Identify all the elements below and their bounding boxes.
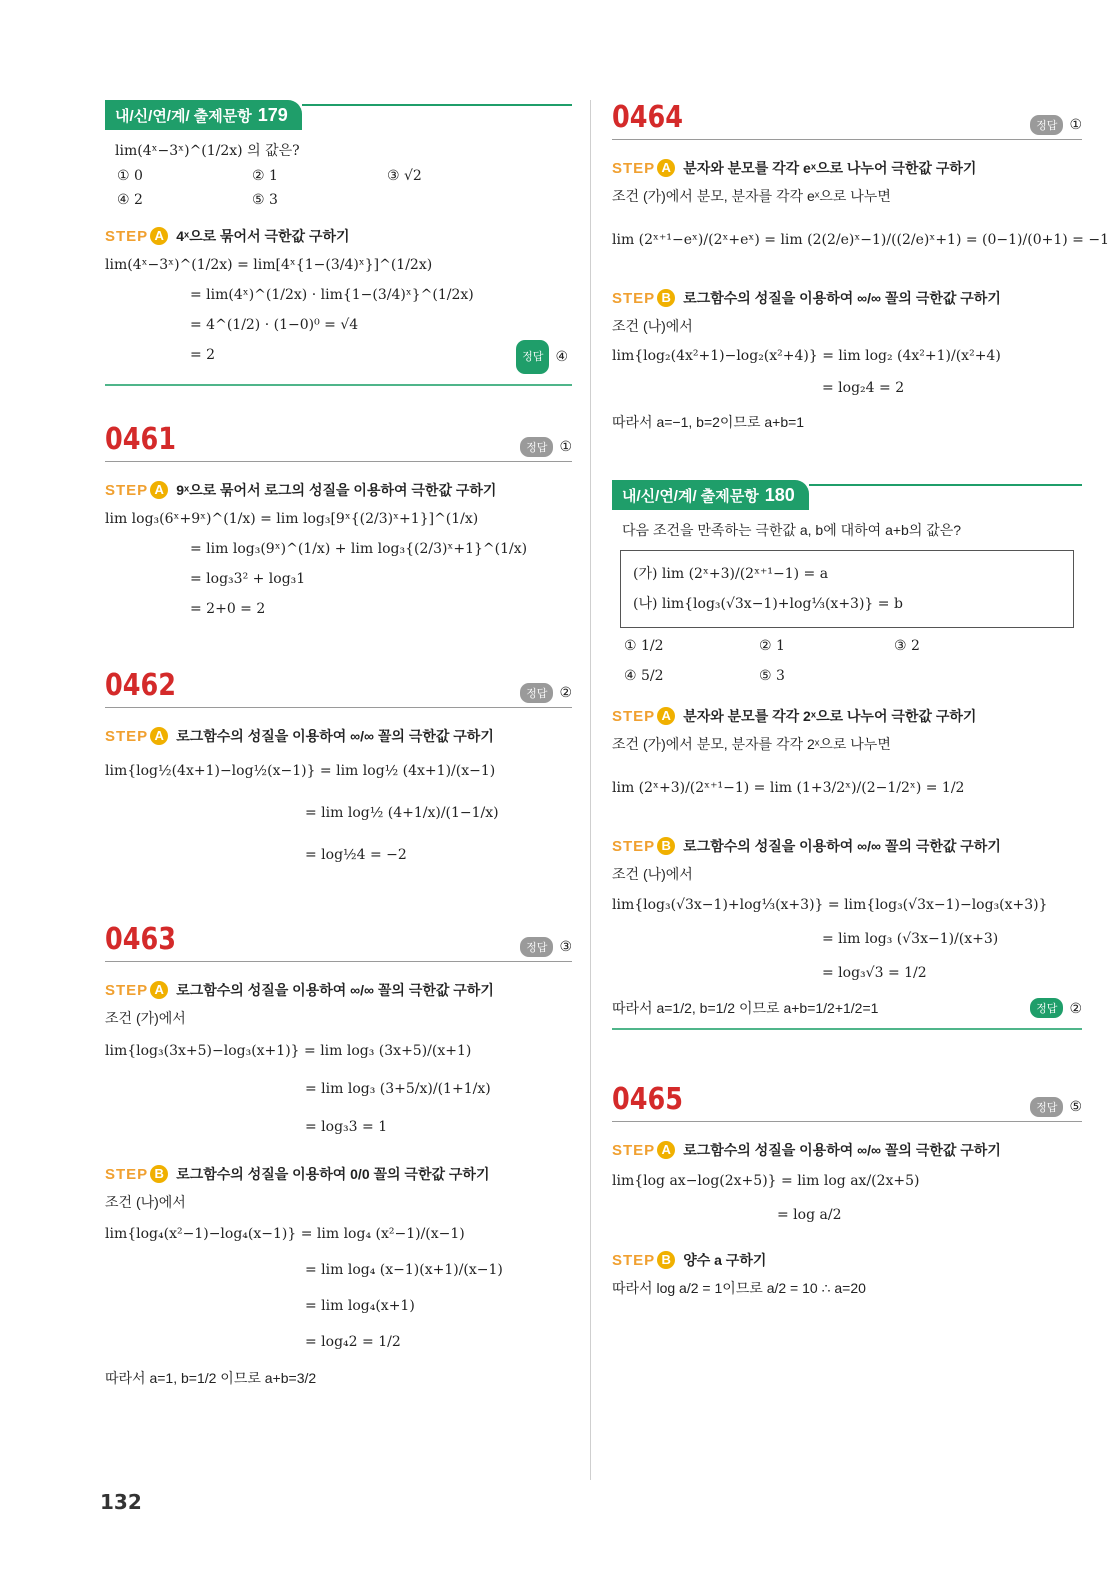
column-divider: [590, 100, 591, 1480]
solution-lines: lim log₃(6ˣ+9ˣ)^(1/x) = lim log₃[9ˣ{(2/3)ˣ+1}]^(1/x) = lim log₃(9ˣ)^(1/x) + lim log₃{(2/3)ˣ+1}^(1/x) = log₃3² + log₃1 = 2+0 = 2: [105, 511, 528, 617]
step-a-heading: STEP A 로그함수의 성질을 이용하여 ∞/∞ 꼴의 극한값 구하기: [105, 727, 494, 745]
related-problem-banner: [612, 480, 1082, 510]
condition-text: 조건 (가)에서: [105, 1010, 186, 1026]
banner-number: 180: [764, 485, 795, 505]
problem-0462: [105, 668, 572, 876]
banner-number: 179: [257, 105, 288, 125]
solution-lines: lim{log½(4x+1)−log½(x−1)} = lim log½ (4x+1)/(x−1) = lim log½ (4+1/x)/(1−1/x) = log½4 = −2: [105, 763, 499, 863]
step-a-heading: STEP A 분자와 분모를 각각 2ˣ으로 나누어 극한값 구하기: [612, 707, 977, 725]
banner-label: 내/신/연/계/ 출제문항: [115, 108, 252, 125]
related-problem-180: [612, 480, 1082, 1030]
question-text: 다음 조건을 만족하는 극한값 a, b에 대하여 a+b의 값은?: [622, 522, 962, 538]
problem-0465: [612, 1082, 1082, 1298]
solution-lines: lim (2ˣ+3)/(2ˣ⁺¹−1) = lim (1+3/2ˣ)/(2−1/2ˣ) = 1/2: [612, 780, 965, 796]
solution-lines: lim(4ˣ−3ˣ)^(1/2x) = lim[4ˣ{1−(3/4)ˣ}]^(1/2x) = lim(4ˣ)^(1/2x) · lim{1−(3/4)ˣ}^(1/2x) = 4^(1/2) · (1−0)⁰ = √4 = 2 정답 ④: [105, 250, 572, 374]
problem-0464: [612, 100, 1109, 432]
answer-choices: [117, 168, 572, 208]
related-problem-banner: [105, 100, 572, 130]
conclusion-text: 따라서 a=1, b=1/2 이므로 a+b=3/2: [105, 1370, 317, 1386]
step-b-heading: STEP B 양수 a 구하기: [612, 1251, 767, 1269]
conclusion-text: 따라서 a=−1, b=2이므로 a+b=1: [612, 414, 805, 430]
choice: ⑤ 3: [252, 192, 278, 208]
step-b-heading: STEP B 로그함수의 성질을 이용하여 0/0 꼴의 극한값 구하기: [105, 1165, 490, 1183]
problem-number: 0461: [105, 422, 176, 457]
conclusion-text: 따라서 log a/2 = 1이므로 a/2 = 10 ∴ a=20: [612, 1280, 866, 1296]
question-text: lim(4ˣ−3ˣ)^(1/2x) 의 값은?: [115, 143, 300, 159]
choice: ② 1: [252, 168, 278, 184]
problem-number: 0464: [612, 100, 683, 135]
problem-0461: [105, 422, 572, 624]
answer-badge: 정답 ①: [520, 437, 572, 457]
answer-badge: 정답 ③: [520, 937, 572, 957]
choice: ① 1/2: [624, 638, 664, 654]
choice: ④ 2: [117, 192, 143, 208]
step-b-heading: STEP B 로그함수의 성질을 이용하여 ∞/∞ 꼴의 극한값 구하기: [612, 289, 1001, 307]
problem-number: 0465: [612, 1082, 683, 1117]
choice: ③ 2: [894, 638, 920, 654]
condition-text: 조건 (가)에서 분모, 분자를 각각 eˣ으로 나누면: [612, 188, 891, 204]
choice: ③ √2: [387, 168, 422, 184]
step-a-heading: STEP A 로그함수의 성질을 이용하여 ∞/∞ 꼴의 극한값 구하기: [105, 981, 494, 999]
banner-label: 내/신/연/계/ 출제문항: [622, 488, 759, 505]
solution-lines: lim{log ax−log(2x+5)} = lim log ax/(2x+5) = log a/2: [612, 1173, 920, 1223]
step-b-heading: STEP B 로그함수의 성질을 이용하여 ∞/∞ 꼴의 극한값 구하기: [612, 837, 1001, 855]
condition-text: 조건 (나)에서: [612, 318, 693, 334]
condition-text: 조건 (가)에서 분모, 분자를 각각 2ˣ으로 나누면: [612, 736, 891, 752]
answer-badge: 정답 ②: [1030, 998, 1082, 1018]
condition-box: (가) lim (2ˣ+3)/(2ˣ⁺¹−1) = a (나) lim{log₃(√3x−1)+log⅓(x+3)} = b: [620, 550, 1074, 628]
answer-badge: 정답 ②: [520, 683, 572, 703]
condition-text: 조건 (나)에서: [105, 1194, 186, 1210]
solution-lines: lim (2ˣ⁺¹−eˣ)/(2ˣ+eˣ) = lim (2(2/e)ˣ−1)/((2/e)ˣ+1) = (0−1)/(0+1) = −1: [612, 232, 1109, 248]
answer-choices: [624, 638, 1082, 684]
condition-text: 조건 (나)에서: [612, 866, 693, 882]
choice: ② 1: [759, 638, 785, 654]
choice: ① 0: [117, 168, 143, 184]
answer-badge: 정답 ①: [1030, 115, 1082, 135]
solution-lines: lim{log₃(3x+5)−log₃(x+1)} = lim log₃ (3x+5)/(x+1) = lim log₃ (3+5/x)/(1+1/x) = log₃3 = 1: [105, 1043, 491, 1135]
conclusion-text: 따라서 a=1/2, b=1/2 이므로 a+b=1/2+1/2=1: [612, 1000, 879, 1016]
choice: ⑤ 3: [759, 668, 785, 684]
problem-number: 0463: [105, 922, 176, 957]
step-a-heading: STEP A 4ˣ으로 묶어서 극한값 구하기: [105, 227, 350, 245]
answer-badge: 정답 ⑤: [1030, 1097, 1082, 1117]
solution-lines: lim{log₂(4x²+1)−log₂(x²+4)} = lim log₂ (4x²+1)/(x²+4) = log₂4 = 2: [612, 348, 1001, 396]
solution-lines: lim{log₄(x²−1)−log₄(x−1)} = lim log₄ (x²−1)/(x−1) = lim log₄ (x−1)(x+1)/(x−1) = lim log₄(x+1) = log₄2 = 1/2: [105, 1226, 503, 1350]
answer-badge: 정답 ④: [516, 340, 568, 374]
page-number: 132: [100, 1490, 142, 1514]
right-column: [612, 100, 1109, 1298]
solution-lines: lim{log₃(√3x−1)+log⅓(x+3)} = lim{log₃(√3x−1)−log₃(x+3)} = lim log₃ (√3x−1)/(x+3) = log₃√3 = 1/2: [612, 897, 1048, 981]
step-a-heading: STEP A 로그함수의 성질을 이용하여 ∞/∞ 꼴의 극한값 구하기: [612, 1141, 1001, 1159]
step-a-heading: STEP A 9ˣ으로 묶어서 로그의 성질을 이용하여 극한값 구하기: [105, 481, 497, 499]
choice: ④ 5/2: [624, 668, 664, 684]
problem-0463: [105, 922, 572, 1388]
step-a-heading: STEP A 분자와 분모를 각각 eˣ으로 나누어 극한값 구하기: [612, 159, 977, 177]
left-column: [105, 100, 572, 1388]
problem-number: 0462: [105, 668, 176, 703]
